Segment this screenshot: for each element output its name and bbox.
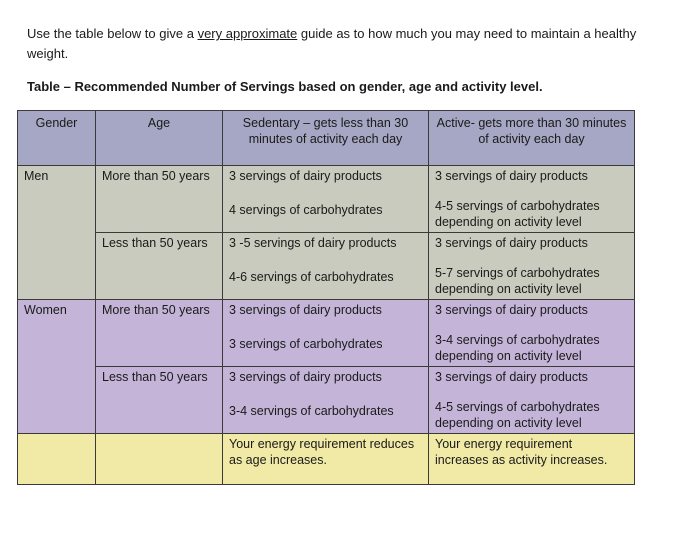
- sedentary-carb: 3 servings of carbohydrates: [229, 337, 383, 351]
- active-dairy: 3 servings of dairy products: [435, 370, 588, 384]
- age-cell: Less than 50 years: [96, 367, 223, 434]
- sedentary-cell: [223, 367, 429, 434]
- gender-men: Men: [18, 166, 96, 300]
- sedentary-carb: 3-4 servings of carbohydrates: [229, 404, 394, 418]
- age-cell: More than 50 years: [96, 166, 223, 233]
- footer-age-empty: [96, 434, 223, 485]
- footer-gender-empty: [18, 434, 96, 485]
- active-carb: 5-7 servings of carbohydrates depending on activity level: [435, 266, 600, 296]
- active-cell: [429, 233, 635, 300]
- footer-sedentary-note: Your energy requirement reduces as age increases.: [223, 434, 429, 485]
- table-caption: Table – Recommended Number of Servings based on gender, age and activity level.: [27, 79, 543, 94]
- sedentary-dairy: 3 servings of dairy products: [229, 169, 382, 183]
- sedentary-dairy: 3 -5 servings of dairy products: [229, 236, 397, 250]
- header-gender: Gender: [18, 111, 96, 166]
- active-dairy: 3 servings of dairy products: [435, 236, 588, 250]
- sedentary-carb: 4 servings of carbohydrates: [229, 203, 383, 217]
- gender-women: Women: [18, 300, 96, 434]
- sedentary-cell: [223, 233, 429, 300]
- active-cell: [429, 300, 635, 367]
- header-sedentary: Sedentary – gets less than 30 minutes of activity each day: [223, 111, 429, 166]
- table-row: [18, 233, 635, 300]
- header-row: [18, 111, 635, 166]
- active-carb: 4-5 servings of carbohydrates depending on activity level: [435, 199, 600, 229]
- sedentary-cell: [223, 166, 429, 233]
- footer-active-note: Your energy requirement increases as activity increases.: [429, 434, 635, 485]
- active-cell: [429, 166, 635, 233]
- table-row: [18, 300, 635, 367]
- table-row: [18, 367, 635, 434]
- sedentary-dairy: 3 servings of dairy products: [229, 370, 382, 384]
- intro-paragraph: [27, 24, 637, 64]
- intro-text-underlined: very approximate: [197, 26, 298, 41]
- sedentary-dairy: 3 servings of dairy products: [229, 303, 382, 317]
- table-row: [18, 166, 635, 233]
- active-dairy: 3 servings of dairy products: [435, 169, 588, 183]
- servings-table: [17, 110, 635, 485]
- active-cell: [429, 367, 635, 434]
- age-cell: More than 50 years: [96, 300, 223, 367]
- header-age: Age: [96, 111, 223, 166]
- header-active: Active- gets more than 30 minutes of activity each day: [429, 111, 635, 166]
- age-cell: Less than 50 years: [96, 233, 223, 300]
- intro-text-post: guide as to how much you may need to maintain a healthy weight.: [27, 26, 637, 61]
- active-carb: 4-5 servings of carbohydrates depending on activity level: [435, 400, 600, 430]
- intro-text-pre: Use the table below to give a: [27, 26, 198, 41]
- active-carb: 3-4 servings of carbohydrates depending on activity level: [435, 333, 600, 363]
- sedentary-cell: [223, 300, 429, 367]
- footer-row: [18, 434, 635, 485]
- sedentary-carb: 4-6 servings of carbohydrates: [229, 270, 394, 284]
- active-dairy: 3 servings of dairy products: [435, 303, 588, 317]
